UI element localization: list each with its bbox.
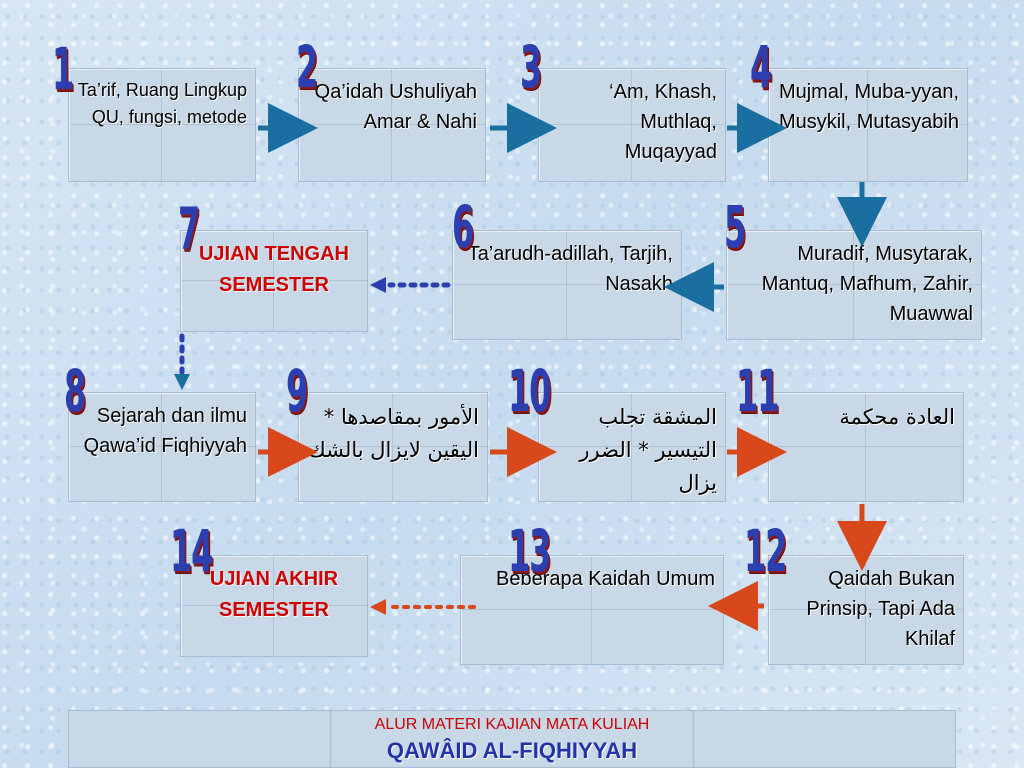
step-text-12: Qaidah Bukan Prinsip, Tapi Ada Khilaf [806, 568, 955, 650]
step-number-14: 14 [170, 517, 213, 585]
step-text-5: Muradif, Musytarak, Mantuq, Mafhum, Zahir, Muawwal [761, 243, 973, 325]
step-text-3: ‘Am, Khash, Muthlaq, Muqayyad [609, 81, 717, 163]
step-number-3: 3 [520, 33, 542, 101]
footer-subtitle: ALUR MATERI KAJIAN MATA KULIAH [374, 716, 650, 733]
step-number-8: 8 [64, 357, 86, 425]
step-text-14: UJIAN AKHIR SEMESTER [209, 568, 339, 621]
arrow-13-14-head [370, 599, 386, 615]
step-number-12: 12 [744, 517, 787, 585]
step-text-8: Sejarah dan ilmu Qawa’id Fiqhiyyah [83, 405, 247, 457]
footer-title: QAWÂID AL-FIQHIYYAH [386, 738, 638, 763]
step-text-6: Ta’arudh-adillah, Tarjih, Nasakh [467, 243, 673, 295]
step-number-5: 5 [724, 193, 746, 261]
step-number-9: 9 [286, 357, 308, 425]
step-number-10: 10 [508, 357, 551, 425]
step-number-6: 6 [452, 193, 474, 261]
step-text-11: العادة محكمة [839, 405, 955, 429]
step-number-1: 1 [52, 35, 74, 103]
step-text-13: Beberapa Kaidah Umum [495, 568, 715, 590]
step-number-2: 2 [296, 33, 318, 101]
step-text-4: Mujmal, Muba-yyan, Musykil, Mutasyabih [778, 81, 959, 133]
step-text-10: المشقة تجلب التيسير * الضرر يزال [579, 405, 717, 495]
step-text-1: Ta’rif, Ruang Lingkup QU, fungsi, metode [77, 80, 247, 127]
step-number-13: 13 [508, 517, 551, 585]
step-text-7: UJIAN TENGAH SEMESTER [198, 243, 349, 296]
step-text-2: Qa’idah Ushuliyah Amar & Nahi [314, 81, 477, 133]
step-number-11: 11 [736, 357, 779, 425]
step-text-9: الأمور بمقاصدها * اليقين لايزال بالشك [308, 405, 479, 462]
step-number-7: 7 [178, 195, 200, 263]
step-number-4: 4 [750, 33, 772, 101]
arrow-7-8-head [174, 374, 190, 390]
arrow-6-7-head [370, 277, 386, 293]
